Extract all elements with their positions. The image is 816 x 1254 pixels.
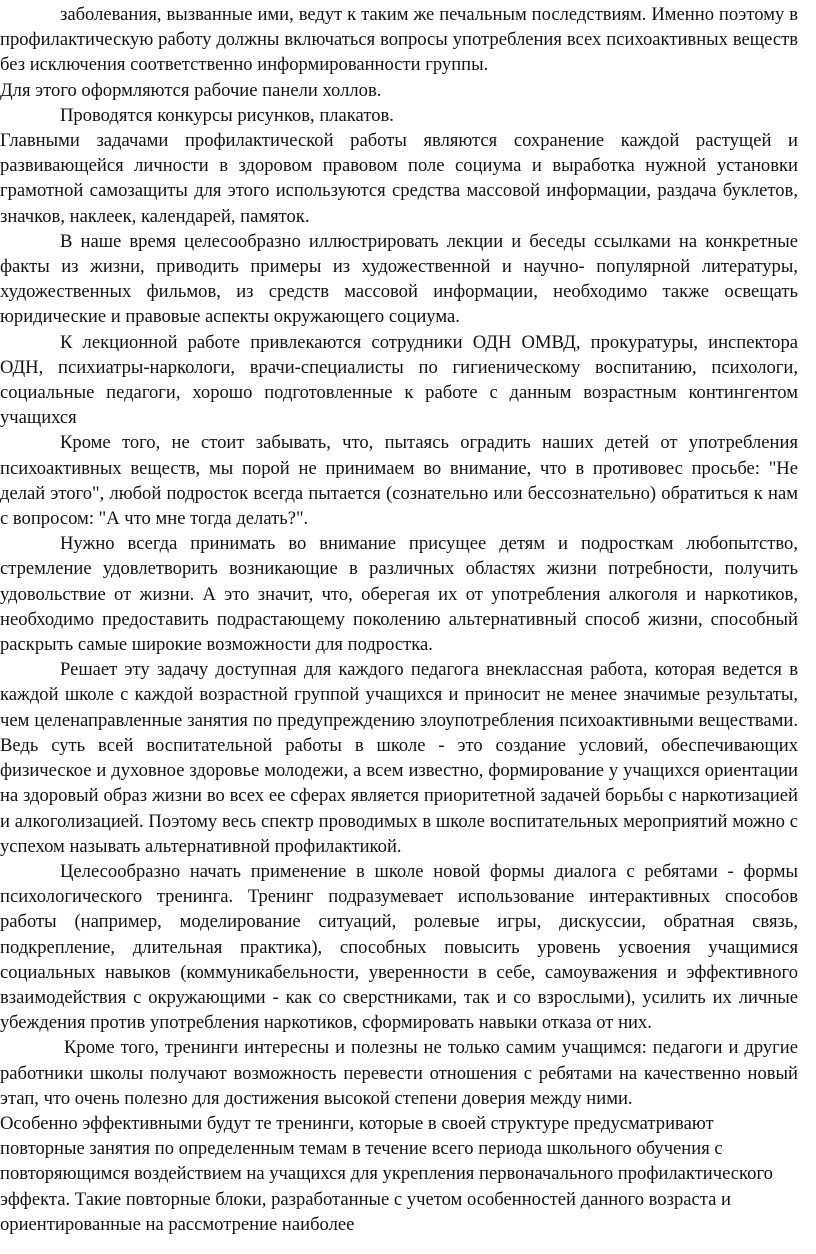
paragraph-3: Проводятся конкурсы рисунков, плакатов. <box>60 104 394 126</box>
paragraph-12: Особенно эффективными будут те тренинги, которые в своей структуре предусматривают повторные занятия по определенным темам в течение всего периода школьного обучения с повторяющимся воздействием на учащихся для укрепления первоначального профилактического эффекта. Такие повторные блоки, разработанные с учетом особенностей данного возраста и ориентированные на рассмотрение наиболее <box>0 1112 773 1235</box>
paragraph-11: Кроме того, тренинги интересны и полезны не только самим учащимся: педагоги и другие работники школы получают возможность перевести отношения с ребятами на качественно новый этап, что очень полезно для достижения высокой степени доверия между ними. <box>0 1037 798 1109</box>
paragraph-2: Для этого оформляются рабочие панели холлов. <box>0 79 382 101</box>
paragraph-8: Нужно всегда принимать во внимание присущее детям и подросткам любопытство, стремление удовлетворить возникающие в различных областях жизни потребности, получить удовольствие от жизни. А это значит, что, оберегая их от употребления алкоголя и наркотиков, необходимо предоставить подрастающему поколению альтернативный способ жизни, способный раскрыть самые широкие возможности для подростка. <box>0 533 798 656</box>
paragraph-10: Целесообразно начать применение в школе новой формы диалога с ребятами - формы психологического тренинга. Тренинг подразумевает использование интерактивных способов работы (например, моделирование ситуаций, ролевые игры, дискуссии, обратная связь, подкрепление, длительная практика), способных повысить уровень усвоения учащимися социальных навыков (коммуникабельности, уверенности в себе, самоуважения и эффективного взаимодействия с окружающими - как со сверстниками, так и со взрослыми), усилить их личные убеждения против употребления наркотиков, сформировать навыки отказа от них. <box>0 860 798 1034</box>
paragraph-7: Кроме того, не стоит забывать, что, пытаясь оградить наших детей от употребления психоактивных веществ, мы порой не принимаем во внимание, что в противовес просьбе: "Не делай этого", любой подросток всегда пытается (сознательно или бессознательно) обратиться к нам с вопросом: "А что мне тогда делать?". <box>0 432 798 530</box>
text-body <box>0 2 798 1111</box>
paragraph-9: Решает эту задачу доступная для каждого педагога внеклассная работа, которая ведется в каждой школе с каждой возрастной группой учащихся и приносит не менее значимые результаты, чем целенаправленные занятия по предупреждению злоупотребления психоактивными веществами. Ведь суть всей воспитательной работы в школе - это создание условий, обеспечивающих физическое и духовное здоровье молодежи, а всем известно, формирование у учащихся ориентации на здоровый образ жизни во всех ее сферах является приоритетной задачей борьбы с наркотизацией и алкоголизацией. Поэтому весь спектр проводимых в школе воспитательных мероприятий можно с успехом называть альтернативной профилактикой. <box>0 659 798 857</box>
paragraph-6: К лекционной работе привлекаются сотрудники ОДН ОМВД, прокуратуры, инспектора ОДН, психиатры-наркологи, врачи-специалисты по гигиеническому воспитанию, психологи, социальные педагоги, хорошо подготовленные к работе с данным возрастным контингентом учащихся <box>0 331 798 429</box>
text-body-tail <box>0 1111 798 1237</box>
paragraph-5: В наше время целесообразно иллюстрировать лекции и беседы ссылками на конкретные факты из жизни, приводить примеры из художественной и научно- популярной литературы, художественных фильмов, из средств массовой информации, необходимо также освещать юридические и правовые аспекты окружающего социума. <box>0 230 798 328</box>
paragraph-1: заболевания, вызванные ими, ведут к таким же печальным последствиям. Именно поэтому в профилактическую работу должны включаться вопросы употребления всех психоактивных веществ без исключения соответственно информированности группы. <box>0 4 798 76</box>
paragraph-4: Главными задачами профилактической работы являются сохранение каждой растущей и развивающейся личности в здоровом правовом поле социума и выработка нужной установки грамотной самозащиты для этого используются средства массовой информации, раздача буклетов, значков, наклеек, календарей, памяток. <box>0 130 798 227</box>
